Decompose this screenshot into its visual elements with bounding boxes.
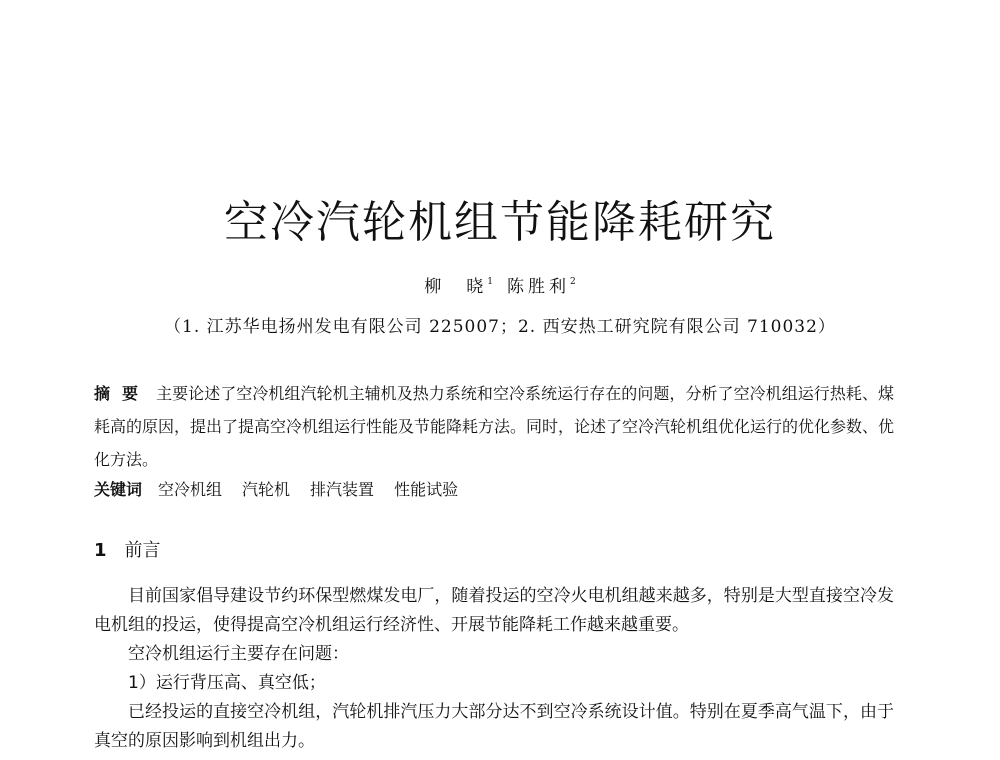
paragraph: 目前国家倡导建设节约环保型燃煤发电厂，随着投运的空冷火电机组越来越多，特别是大型直接空冷发电机组的投运，使得提高空冷机组运行经济性、开展节能降耗工作越来越重要。 <box>94 586 894 635</box>
keywords-label: 关键词 <box>94 480 143 499</box>
keyword: 空冷机组 <box>158 480 223 499</box>
abstract-text: 主要论述了空冷机组汽轮机主辅机及热力系统和空冷系统运行存在的问题，分析了空冷机组运行热耗、煤耗高的原因，提出了提高空冷机组运行性能及节能降耗方法。同时，论述了空冷汽轮机组优化运行的优化参数、优化方法。 <box>94 384 895 469</box>
keywords <box>94 475 894 505</box>
paragraph: 1）运行背压高、真空低； <box>128 673 326 693</box>
section-title: 前言 <box>124 540 161 561</box>
abstract <box>94 377 894 476</box>
paragraph: 已经投运的直接空冷机组，汽轮机排汽压力大部分达不到空冷系统设计值。特别在夏季高气温下，由于真空的原因影响到机组出力。 <box>94 702 894 751</box>
section-number: 1 <box>94 540 107 561</box>
paper-title: 空冷汽轮机组节能降耗研究 <box>224 197 776 248</box>
author-affiliation-mark: 1 <box>487 277 493 287</box>
author-line <box>0 272 1000 297</box>
keyword: 排汽装置 <box>310 480 375 499</box>
abstract-label: 摘要 <box>94 384 151 403</box>
author-name: 陈胜利 <box>507 277 570 297</box>
affiliation-line: （1. 江苏华电扬州发电有限公司 225007；2. 西安热工研究院有限公司 710032） <box>164 317 836 337</box>
keyword: 汽轮机 <box>242 480 291 499</box>
keyword: 性能试验 <box>394 480 459 499</box>
author-name: 柳 晓 <box>424 277 488 297</box>
author-affiliation-mark: 2 <box>570 277 576 287</box>
body-text <box>94 582 894 756</box>
paragraph: 空冷机组运行主要存在问题： <box>128 644 349 664</box>
section-heading <box>94 536 161 562</box>
